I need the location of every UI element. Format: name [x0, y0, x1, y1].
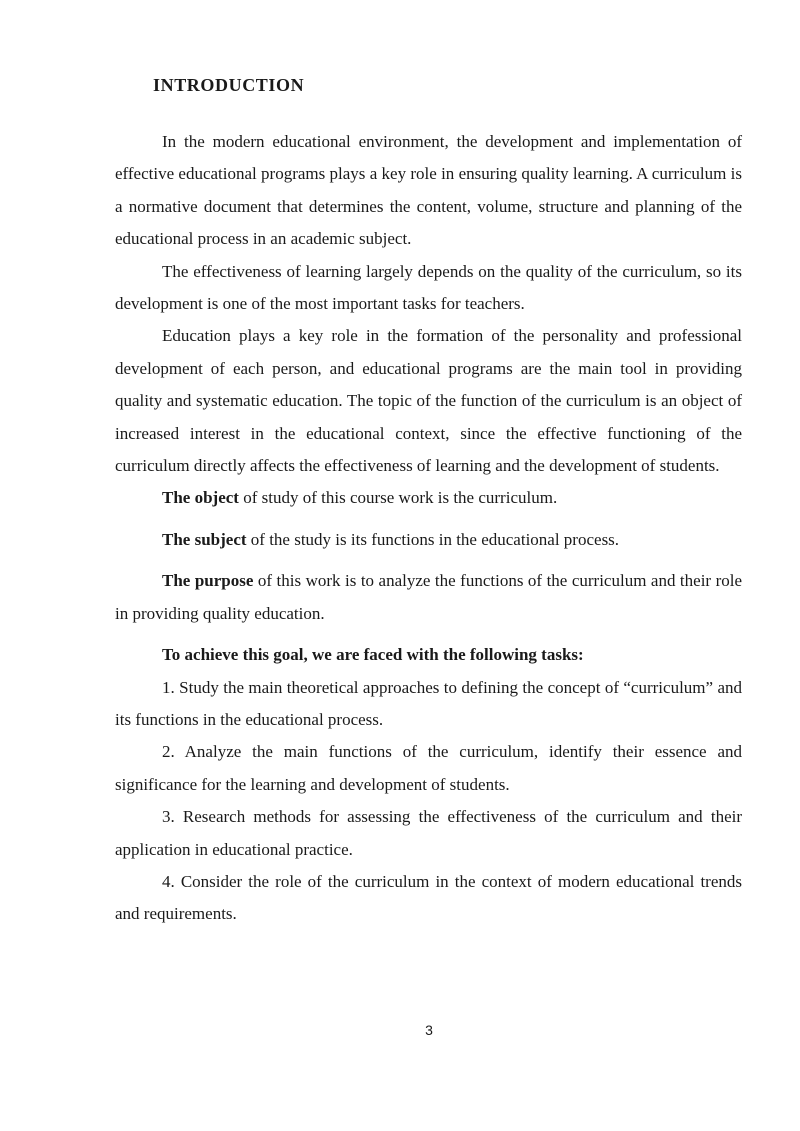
page-number: 3	[425, 1022, 433, 1038]
paragraph-subject	[115, 524, 742, 556]
task-item: 4. Consider the role of the curriculum in the context of modern educational trends and requirements.	[115, 871, 742, 924]
section-heading: INTRODUCTION	[153, 75, 305, 95]
purpose-text: of this work is to analyze the functions of the curriculum and their role in providing quality education.	[115, 571, 742, 623]
task-item: 3. Research methods for assessing the effectiveness of the curriculum and their application in educational practice.	[115, 807, 742, 859]
object-text: of study of this course work is the curriculum.	[238, 488, 558, 508]
paragraph-effectiveness: The effectiveness of learning largely depends on the quality of the curriculum, so its development is one of the most important tasks for teachers.	[115, 261, 742, 314]
paragraph-object	[115, 482, 742, 514]
object-label: The object	[162, 488, 239, 508]
paragraph-intro: In the modern educational environment, the development and implementation of effective educational programs plays a key role in ensuring quality learning. A curriculum is a normative document that determines the content, volume, structure and planning of the educational process in an academic subject.	[115, 132, 742, 249]
paragraph-purpose	[115, 565, 742, 630]
subject-text: of the study is its functions in the educational process.	[246, 529, 620, 549]
task-item: 1. Study the main theoretical approaches to defining the concept of “curriculum” and its functions in the educational process.	[115, 677, 742, 729]
body-text	[115, 126, 742, 931]
task-item: 2. Analyze the main functions of the curriculum, identify their essence and significance for the learning and development of students.	[115, 742, 742, 794]
purpose-label: The purpose	[162, 571, 254, 591]
tasks-heading: To achieve this goal, we are faced with the following tasks:	[162, 645, 584, 665]
subject-label: The subject	[162, 529, 247, 549]
paragraph-education-role: Education plays a key role in the formation of the personality and professional development of each person, and educational programs are the main tool in providing quality and systematic education. The topic of the function of the curriculum is an object of increased interest in the educational context, since the effective functioning of the curriculum directly affects the effectiveness of learning and the development of students.	[115, 326, 742, 476]
